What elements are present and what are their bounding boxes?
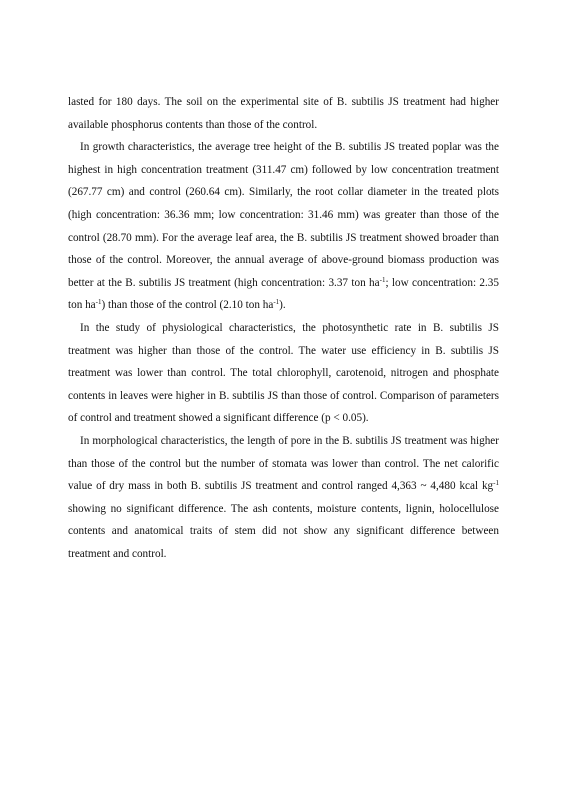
superscript: -1	[379, 275, 386, 284]
superscript: -1	[273, 298, 280, 307]
document-page	[68, 91, 499, 565]
paragraph-3	[68, 317, 499, 430]
paragraph-text: In morphological characteristics, the length of pore in the B. subtilis JS treatment was higher than those of the control but the number of stomata was lower than control. The net calorific value of dry mass in both B. subtilis JS treatment and control ranged 4,363 ~ 4,480 kcal kg	[68, 434, 499, 493]
paragraph-4	[68, 430, 499, 566]
paragraph-text: showing no significant difference. The ash contents, moisture contents, lignin, holocellulose contents and anatomical traits of stem did not show any significant difference between treatment and control.	[68, 502, 499, 560]
paragraph-text: In the study of physiological characteristics, the photosynthetic rate in B. subtilis JS treatment was higher than those of the control. The water use efficiency in B. subtilis JS treatment was lower than control. The total chlorophyll, carotenoid, nitrogen and phosphate contents in leaves were higher in B. subtilis JS than those of control. Comparison of parameters of control and treatment showed a significant difference (p < 0.05).	[68, 321, 499, 425]
paragraph-text: ; low concentration: 2.35 ton ha	[68, 276, 499, 312]
paragraph-2	[68, 136, 499, 317]
paragraph-1	[68, 91, 499, 136]
paragraph-text: In growth characteristics, the average tree height of the B. subtilis JS treated poplar was the highest in high concentration treatment (311.47 cm) followed by low concentration treatment (267.77 cm) and control (260.64 cm). Similarly, the root collar diameter in the treated plots (high concentration: 36.36 mm; low concentration: 31.46 mm) was greater than those of the control (28.70 mm). For the average leaf area, the B. subtilis JS treatment showed broader than those of the control. Moreover, the annual average of above-ground biomass production was better at the B. subtilis JS treatment (high concentration: 3.37 ton ha	[68, 141, 499, 289]
paragraph-text: lasted for 180 days. The soil on the experimental site of B. subtilis JS treatment had higher available phosphorus contents than those of the control.	[68, 96, 499, 131]
paragraph-text: ) than those of the control (2.10 ton ha	[101, 299, 274, 312]
paragraph-text: ).	[279, 299, 286, 312]
superscript: -1	[493, 479, 499, 488]
superscript: -1	[95, 298, 102, 307]
